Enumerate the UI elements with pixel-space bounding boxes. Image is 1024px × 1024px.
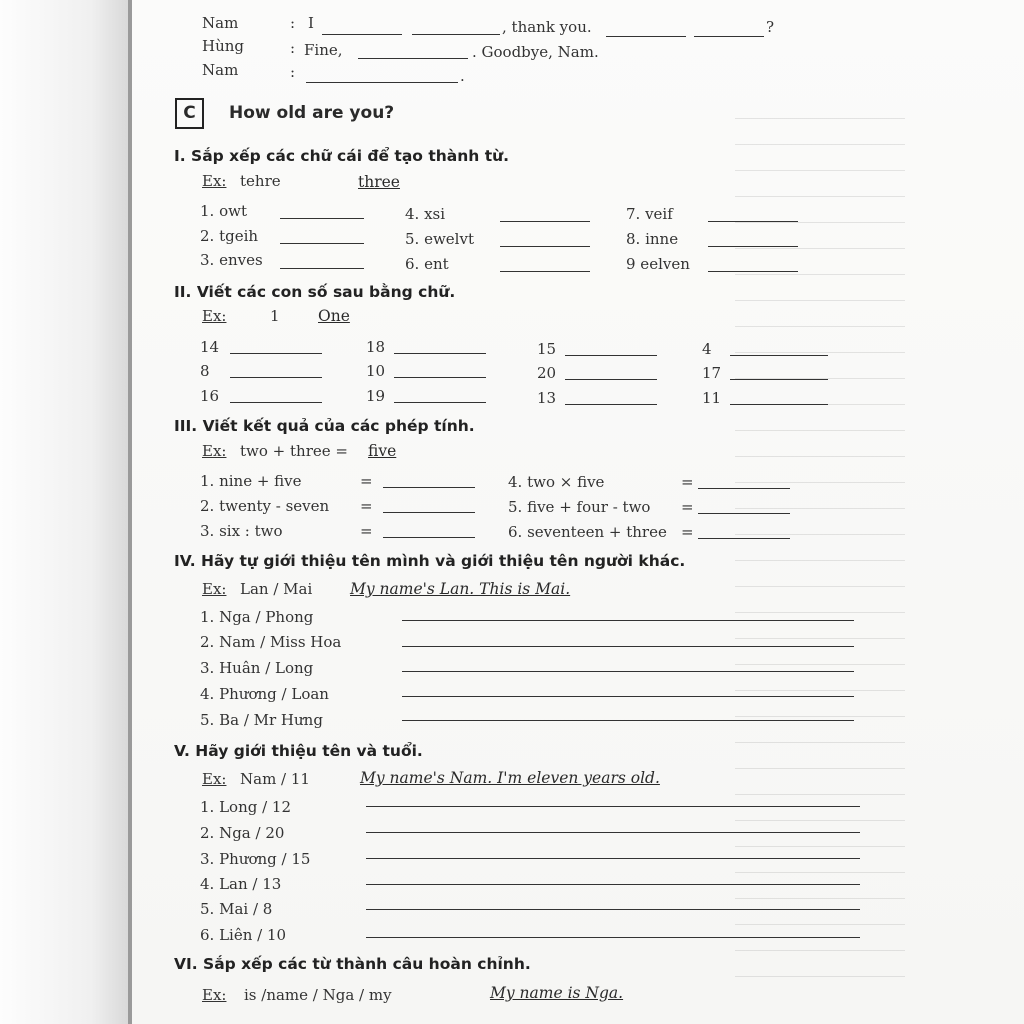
answer-blank[interactable] <box>412 34 500 35</box>
section-title: How old are you? <box>229 103 395 123</box>
answer-line[interactable] <box>366 884 860 885</box>
item-text: 3. Phương / 15 <box>200 850 311 868</box>
answer-blank[interactable] <box>730 355 828 356</box>
item-text: 1. nine + five <box>200 472 302 490</box>
equals-sign: = <box>681 498 694 516</box>
answer-blank[interactable] <box>698 488 790 489</box>
item-text: 3. six : two <box>200 522 283 540</box>
example-text: two + three = <box>240 442 348 460</box>
answer-blank[interactable] <box>500 221 590 222</box>
number-item: 18 <box>366 338 386 356</box>
example-answer: One <box>318 307 350 325</box>
item-text: 3. enves <box>200 251 263 269</box>
answer-blank[interactable] <box>565 379 657 380</box>
dialogue-text: , thank you. <box>502 18 592 36</box>
item-text: 4. xsi <box>405 205 446 223</box>
number-item: 17 <box>702 364 722 382</box>
example-answer: My name is Nga. <box>490 984 624 1002</box>
exercise-heading: III. Viết kết quả của các phép tính. <box>174 417 475 435</box>
item-text: 4. Lan / 13 <box>200 875 282 893</box>
example-text: is /name / Nga / my <box>244 986 392 1004</box>
answer-blank[interactable] <box>565 404 657 405</box>
answer-blank[interactable] <box>694 36 764 37</box>
item-text: 1. Long / 12 <box>200 798 292 816</box>
example-answer: three <box>358 173 400 191</box>
item-text: 2. Nam / Miss Hoa <box>200 633 342 651</box>
item-text: 4. Phương / Loan <box>200 685 329 703</box>
number-item: 11 <box>702 389 722 407</box>
answer-blank[interactable] <box>230 402 322 403</box>
dialogue-text: . Goodbye, Nam. <box>472 43 599 61</box>
book-edge <box>0 0 130 1024</box>
answer-line[interactable] <box>402 720 854 721</box>
dialogue-text: ? <box>766 18 775 36</box>
number-item: 15 <box>537 340 557 358</box>
item-text: 2. Nga / 20 <box>200 824 285 842</box>
answer-line[interactable] <box>402 646 854 647</box>
answer-blank[interactable] <box>383 537 475 538</box>
example-word: tehre <box>240 172 281 190</box>
answer-blank[interactable] <box>730 404 828 405</box>
answer-line[interactable] <box>366 806 860 807</box>
exercise-heading: II. Viết các con số sau bằng chữ. <box>174 283 456 301</box>
answer-blank[interactable] <box>698 538 790 539</box>
equals-sign: = <box>360 472 373 490</box>
exercise-heading: I. Sắp xếp các chữ cái để tạo thành từ. <box>174 147 510 165</box>
dialogue-colon: : <box>290 14 296 32</box>
example-label: Ex: <box>202 172 227 190</box>
answer-blank[interactable] <box>306 82 458 83</box>
number-item: 8 <box>200 362 210 380</box>
item-text: 5. Ba / Mr Hưng <box>200 711 323 729</box>
dialogue-text: I <box>308 14 314 32</box>
answer-blank[interactable] <box>708 271 798 272</box>
example-answer: My name's Lan. This is Mai. <box>350 580 571 598</box>
item-text: 6. seventeen + three <box>508 523 667 541</box>
dialogue-text: Fine, <box>304 41 343 59</box>
exercise-heading: V. Hãy giới thiệu tên và tuổi. <box>174 742 423 760</box>
example-label: Ex: <box>202 770 227 788</box>
item-text: 5. Mai / 8 <box>200 900 273 918</box>
item-text: 8. inne <box>626 230 679 248</box>
answer-blank[interactable] <box>730 379 828 380</box>
answer-blank[interactable] <box>394 353 486 354</box>
answer-line[interactable] <box>402 620 854 621</box>
item-text: 2. twenty - seven <box>200 497 330 515</box>
item-text: 1. Nga / Phong <box>200 608 314 626</box>
answer-line[interactable] <box>366 909 860 910</box>
number-item: 14 <box>200 338 220 356</box>
answer-blank[interactable] <box>708 246 798 247</box>
example-label: Ex: <box>202 580 227 598</box>
example-answer: five <box>368 442 397 460</box>
number-item: 4 <box>702 340 712 358</box>
item-text: 5. five + four - two <box>508 498 651 516</box>
answer-blank[interactable] <box>500 246 590 247</box>
answer-blank[interactable] <box>383 487 475 488</box>
item-text: 6. Liên / 10 <box>200 926 287 944</box>
answer-line[interactable] <box>366 937 860 938</box>
example-label: Ex: <box>202 307 227 325</box>
equals-sign: = <box>681 523 694 541</box>
answer-line[interactable] <box>366 858 860 859</box>
dialogue-text: . <box>460 67 465 85</box>
dialogue-colon: : <box>290 39 296 57</box>
example-label: Ex: <box>202 986 227 1004</box>
answer-line[interactable] <box>402 696 854 697</box>
answer-blank[interactable] <box>280 268 364 269</box>
exercise-heading: IV. Hãy tự giới thiệu tên mình và giới thiệu tên người khác. <box>174 552 686 570</box>
answer-blank[interactable] <box>358 58 468 59</box>
item-text: 4. two × five <box>508 473 605 491</box>
section-letter-box: C <box>175 98 204 129</box>
item-text: 3. Huân / Long <box>200 659 314 677</box>
number-item: 19 <box>366 387 386 405</box>
bleed-through <box>735 100 905 1000</box>
equals-sign: = <box>681 473 694 491</box>
item-text: 6. ent <box>405 255 449 273</box>
item-text: 7. veif <box>626 205 673 223</box>
answer-blank[interactable] <box>698 513 790 514</box>
answer-blank[interactable] <box>280 243 364 244</box>
item-text: 9 eelven <box>626 255 690 273</box>
item-text: 2. tgeih <box>200 227 259 245</box>
answer-blank[interactable] <box>394 377 486 378</box>
number-item: 16 <box>200 387 220 405</box>
number-item: 13 <box>537 389 557 407</box>
answer-blank[interactable] <box>606 36 686 37</box>
dialogue-speaker: Nam <box>202 14 239 32</box>
answer-blank[interactable] <box>322 34 402 35</box>
number-item: 20 <box>537 364 557 382</box>
example-text: Nam / 11 <box>240 770 310 788</box>
equals-sign: = <box>360 522 373 540</box>
answer-blank[interactable] <box>565 355 657 356</box>
number-item: 10 <box>366 362 386 380</box>
dialogue-colon: : <box>290 63 296 81</box>
exercise-heading: VI. Sắp xếp các từ thành câu hoàn chỉnh. <box>174 955 531 973</box>
dialogue-speaker: Nam <box>202 61 239 79</box>
example-label: Ex: <box>202 442 227 460</box>
equals-sign: = <box>360 497 373 515</box>
answer-blank[interactable] <box>500 271 590 272</box>
answer-blank[interactable] <box>394 402 486 403</box>
example-number: 1 <box>270 307 280 325</box>
example-text: Lan / Mai <box>240 580 313 598</box>
item-text: 1. owt <box>200 202 247 220</box>
answer-blank[interactable] <box>383 512 475 513</box>
item-text: 5. ewelvt <box>405 230 474 248</box>
answer-blank[interactable] <box>280 218 364 219</box>
answer-line[interactable] <box>366 832 860 833</box>
answer-blank[interactable] <box>708 221 798 222</box>
example-answer: My name's Nam. I'm eleven years old. <box>360 769 660 787</box>
answer-line[interactable] <box>402 671 854 672</box>
answer-blank[interactable] <box>230 353 322 354</box>
answer-blank[interactable] <box>230 377 322 378</box>
dialogue-speaker: Hùng <box>202 37 245 55</box>
